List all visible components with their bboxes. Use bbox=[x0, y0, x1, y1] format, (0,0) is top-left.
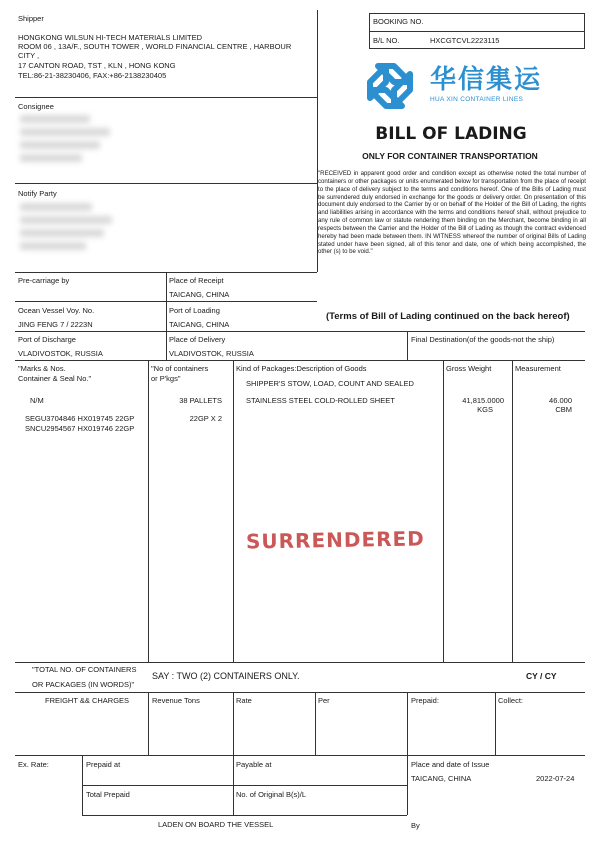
port-loading-value: TAICANG, CHINA bbox=[169, 320, 230, 329]
redacted-text bbox=[20, 216, 112, 224]
final-destination-label: Final Destination(of the goods-not the ship) bbox=[411, 335, 555, 344]
terms-continued-note: (Terms of Bill of Lading continued on the back hereof) bbox=[326, 311, 570, 322]
container-line: SEGU3704846 HX019745 22GP bbox=[25, 414, 135, 423]
divider bbox=[407, 331, 408, 361]
gross-weight-unit: KGS bbox=[477, 405, 493, 414]
divider bbox=[15, 97, 317, 98]
redacted-text bbox=[20, 242, 86, 250]
divider bbox=[15, 692, 585, 693]
stow-clause: SHIPPER'S STOW, LOAD, COUNT AND SEALED bbox=[246, 379, 414, 388]
service-terms: CY / CY bbox=[526, 671, 557, 681]
total-label: "TOTAL NO. OF CONTAINERS bbox=[32, 665, 137, 674]
total-prepaid-label: Total Prepaid bbox=[86, 790, 130, 799]
divider bbox=[15, 183, 317, 184]
redacted-text bbox=[20, 128, 110, 136]
marks-label: "Marks & Nos. bbox=[18, 364, 66, 373]
by-label: By bbox=[411, 821, 420, 830]
measurement-unit: CBM bbox=[555, 405, 572, 414]
place-receipt-value: TAICANG, CHINA bbox=[169, 290, 230, 299]
revenue-tons-label: Revenue Tons bbox=[152, 696, 200, 705]
divider bbox=[512, 360, 513, 662]
shipper-line: ROOM 06 , 13A/F., SOUTH TOWER , WORLD FINANCIAL CENTRE , HARBOUR bbox=[18, 42, 292, 51]
divider bbox=[166, 272, 167, 361]
collect-label: Collect: bbox=[498, 696, 524, 705]
divider bbox=[315, 692, 316, 755]
booking-no-label: BOOKING NO. bbox=[373, 17, 424, 26]
divider bbox=[407, 692, 408, 815]
divider bbox=[233, 360, 234, 662]
divider bbox=[443, 360, 444, 662]
gross-weight-value: 41,815.0000 bbox=[462, 396, 504, 405]
place-receipt-label: Place of Receipt bbox=[169, 276, 224, 285]
containers-label: or P'kgs" bbox=[151, 374, 181, 383]
gross-weight-label: Gross Weight bbox=[446, 364, 492, 373]
divider bbox=[148, 360, 149, 662]
port-discharge-label: Port of Discharge bbox=[18, 335, 76, 344]
rate-label: Rate bbox=[236, 696, 252, 705]
goods-description: STAINLESS STEEL COLD-ROLLED SHEET bbox=[246, 396, 395, 405]
laden-on-board-label: LADEN ON BOARD THE VESSEL bbox=[158, 820, 274, 829]
place-delivery-value: VLADIVOSTOK, RUSSIA bbox=[169, 349, 254, 358]
divider bbox=[15, 755, 585, 756]
total-value: SAY : TWO (2) CONTAINERS ONLY. bbox=[152, 671, 300, 681]
pre-carriage-label: Pre-carriage by bbox=[18, 276, 70, 285]
redacted-text bbox=[20, 229, 104, 237]
divider bbox=[148, 692, 149, 755]
divider bbox=[15, 331, 585, 332]
redacted-text bbox=[20, 115, 90, 123]
place-delivery-label: Place of Delivery bbox=[169, 335, 226, 344]
shipper-line: 17 CANTON ROAD, TST , KLN , HONG KONG bbox=[18, 61, 176, 70]
issue-place: TAICANG, CHINA bbox=[411, 774, 472, 783]
shipper-label: Shipper bbox=[18, 14, 44, 23]
kind-of-packages-label: Kind of Packages:Description of Goods bbox=[236, 364, 367, 373]
divider bbox=[15, 662, 585, 663]
containers-label: "No of containers bbox=[151, 364, 209, 373]
divider bbox=[15, 360, 585, 361]
redacted-text bbox=[20, 141, 100, 149]
measurement-value: 46.000 bbox=[549, 396, 572, 405]
original-bl-count-label: No. of Original B(s)/L bbox=[236, 790, 307, 799]
measurement-label: Measurement bbox=[515, 364, 561, 373]
document-title: BILL OF LADING bbox=[375, 124, 527, 144]
bl-no-label: B/L NO. bbox=[373, 36, 400, 45]
bl-no-value: HXCGTCVL2223115 bbox=[430, 36, 500, 45]
company-name-cn: 华信集运 bbox=[430, 65, 543, 95]
divider bbox=[82, 785, 407, 786]
notify-party-label: Notify Party bbox=[18, 189, 57, 198]
consignee-label: Consignee bbox=[18, 102, 54, 111]
redacted-text bbox=[20, 203, 92, 211]
prepaid-label: Prepaid: bbox=[411, 696, 439, 705]
prepaid-at-label: Prepaid at bbox=[86, 760, 121, 769]
payable-at-label: Payable at bbox=[236, 760, 272, 769]
divider bbox=[82, 815, 407, 816]
per-label: Per bbox=[318, 696, 330, 705]
ex-rate-label: Ex. Rate: bbox=[18, 760, 49, 769]
shipper-line: HONGKONG WILSUN HI-TECH MATERIALS LIMITED bbox=[18, 33, 203, 42]
shipper-line: CITY , bbox=[18, 51, 40, 60]
divider bbox=[369, 31, 585, 32]
terms-text: "RECEIVED in apparent good order and condition except as otherwise noted the total number of containers or other packages or units enumerated below for transportation from the place of receipt to the place of delivery subject to the terms and conditions hereof. One of the Bills of Lading must be surrendered duly endorsed in exchange for the goods or delivery order. On presentation of this document duly endorsed to the Carrier by or on behalf of the Holder of the Bill of Lading, the rights and liabilities arising in accordance with the terms and conditions hereof shall, without prejudice to any rule of common law or statute rendering them binding on the Merchant, become binding in all respects between the Carrier and the Holder of the Bill of Lading as though the contract evidenced hereby had been made between them. IN WITNESS whereof the number of original Bills of Lading stated under have been signed, all of this tenor and date, one of which being accomplished, the other (s) to be void." bbox=[318, 170, 586, 256]
port-discharge-value: VLADIVOSTOK, RUSSIA bbox=[18, 349, 103, 358]
company-logo-icon bbox=[364, 60, 416, 112]
issue-date: 2022-07-24 bbox=[536, 774, 575, 783]
vessel-label: Ocean Vessel Voy. No. bbox=[18, 306, 95, 315]
marks-label: Container & Seal No." bbox=[18, 374, 92, 383]
marks-value: N/M bbox=[30, 396, 44, 405]
company-name-en: HUA XIN CONTAINER LINES bbox=[430, 96, 524, 103]
pallets-value: 38 PALLETS bbox=[179, 396, 222, 405]
document-subtitle: ONLY FOR CONTAINER TRANSPORTATION bbox=[362, 151, 538, 161]
redacted-text bbox=[20, 154, 82, 162]
divider bbox=[233, 692, 234, 815]
surrendered-stamp: SURRENDERED bbox=[245, 526, 425, 554]
total-label: OR PACKAGES (IN WORDS)" bbox=[32, 680, 135, 689]
place-date-issue-label: Place and date of Issue bbox=[411, 760, 490, 769]
port-loading-label: Port of Loading bbox=[169, 306, 220, 315]
shipper-line: TEL:86-21-38230406, FAX:+86-2138230405 bbox=[18, 71, 167, 80]
divider bbox=[495, 692, 496, 755]
vessel-value: JING FENG 7 / 2223N bbox=[18, 320, 93, 329]
container-count-value: 22GP X 2 bbox=[189, 414, 222, 423]
container-line: SNCU2954567 HX019746 22GP bbox=[25, 424, 135, 433]
freight-charges-label: FREIGHT && CHARGES bbox=[45, 696, 130, 705]
